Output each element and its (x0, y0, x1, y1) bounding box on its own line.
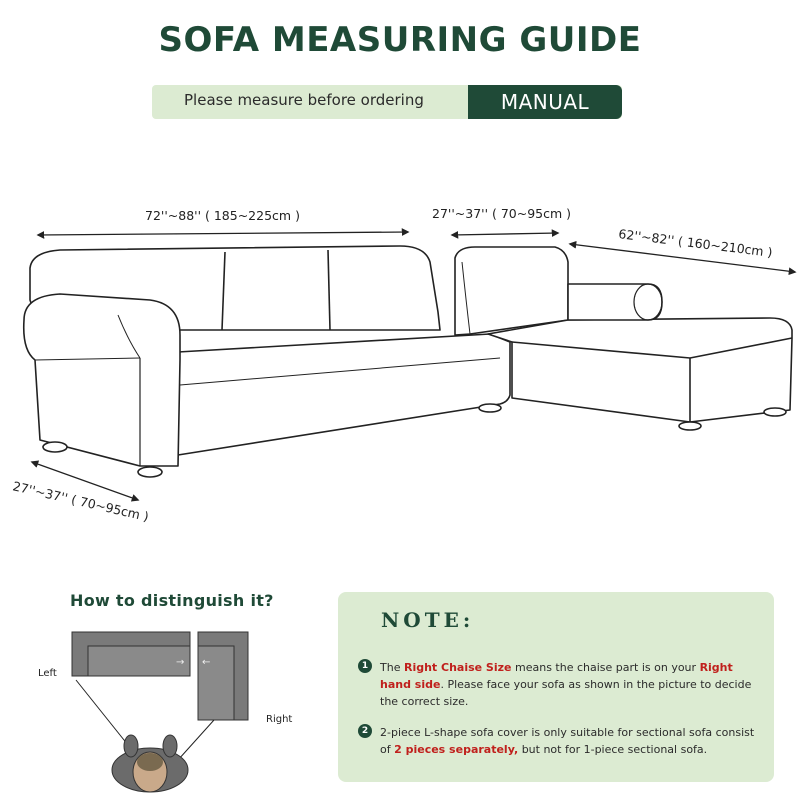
sofa-width-arrow (38, 232, 408, 235)
top-view-diagram (72, 632, 248, 760)
left-label: Left (38, 668, 57, 679)
manual-tag: MANUAL (468, 85, 622, 119)
highlight-text: 2 pieces separately, (394, 743, 519, 756)
chaise-length-label: 62''~82'' ( 160~210cm ) (617, 226, 774, 260)
person-top-view-icon (112, 735, 188, 792)
chaise-drawing (455, 247, 792, 430)
chaise-width-label: 27''~37'' ( 70~95cm ) (432, 206, 572, 221)
sofa-width-label: 72''~88'' ( 185~225cm ) (145, 208, 300, 223)
note-title: NOTE: (381, 608, 475, 632)
banner-text: Please measure before ordering (184, 91, 424, 109)
number-1-icon: 1 (358, 659, 372, 673)
chaise-width-arrow (452, 233, 558, 235)
svg-text:←: ← (202, 657, 211, 668)
number-2-icon: 2 (358, 724, 372, 738)
highlight-text: Right hand side (380, 661, 733, 691)
sofa-depth-label: 27''~37'' ( 70~95cm ) (11, 478, 151, 525)
note-box (338, 592, 774, 782)
distinguish-title: How to distinguish it? (70, 591, 274, 610)
note-text: The Right Chaise Size means the chaise part is on your Right hand side. Please face your sofa as shown in the picture to decide the correct size. (380, 661, 752, 708)
note-text: 2-piece L-shape sofa cover is only suitable for sectional sofa consist of 2 pieces separately, but not for 1-piece sectional sofa. (380, 726, 755, 756)
page-title: SOFA MEASURING GUIDE (158, 20, 642, 60)
main-sofa-drawing (24, 246, 510, 477)
right-label: Right (266, 714, 293, 725)
svg-text:→: → (176, 657, 185, 668)
highlight-text: Right Chaise Size (403, 661, 512, 674)
